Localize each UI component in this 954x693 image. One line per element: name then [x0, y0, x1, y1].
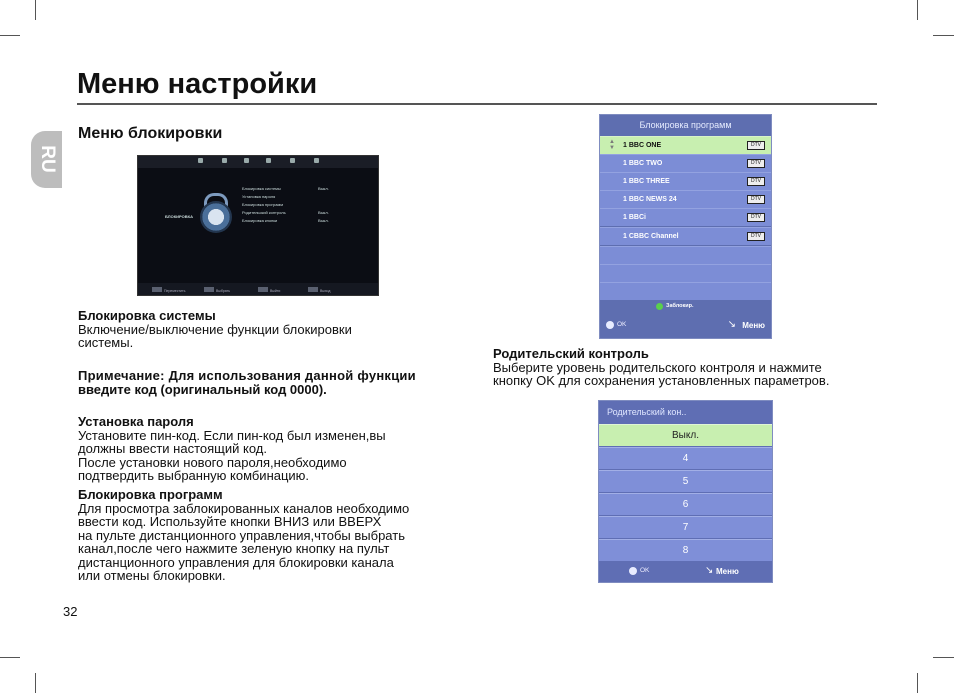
page-number: 32 — [63, 604, 78, 619]
program-lock-section — [78, 488, 409, 583]
menu-icon — [244, 158, 249, 163]
tv-menu-name: БЛОКИРОВКА — [165, 214, 193, 219]
body-line: на пульте дистанционного управления,чтобы выбрать — [78, 527, 405, 543]
dtv-badge: DTV — [747, 141, 765, 150]
crop-mark — [35, 673, 36, 693]
channel-row[interactable] — [600, 172, 771, 190]
rating-option[interactable]: 7 — [599, 516, 772, 538]
body-line: ввести код. Используйте кнопки ВНИЗ или ВВЕРХ — [78, 514, 382, 529]
nav-button-icon — [258, 287, 268, 292]
nav-button-icon — [308, 287, 318, 292]
menu-label: Меню — [716, 567, 739, 576]
section-heading: Родительский контроль — [493, 346, 649, 361]
tv-menu-item: Блокировка программ — [242, 202, 283, 207]
menu-icon — [198, 158, 203, 163]
green-button-icon — [656, 303, 663, 310]
crop-mark — [917, 0, 918, 20]
empty-row — [600, 282, 771, 300]
channel-row[interactable] — [600, 227, 771, 245]
menu-icon: ↘ — [705, 565, 714, 576]
title-rule — [77, 103, 877, 105]
password-section — [78, 415, 386, 483]
tv-menu-item: Родительский контроль — [242, 210, 286, 215]
nav-button-icon — [152, 287, 162, 292]
tv-menu-item: Блокировка кнопки — [242, 218, 278, 223]
tv-bottom-label: Выход — [320, 289, 331, 293]
body-line: канал,после чего нажмите зеленую кнопку на пульт — [78, 541, 390, 556]
channel-row[interactable] — [600, 154, 771, 172]
tv-menu-item: Блокировка системы — [242, 186, 281, 191]
rating-option[interactable]: 5 — [599, 470, 772, 492]
ok-icon — [606, 321, 614, 329]
dtv-badge: DTV — [747, 195, 765, 204]
tv-bottom-label: Выйти — [270, 289, 281, 293]
body-line: системы. — [78, 335, 134, 350]
note-line: введите код (оригинальный код 0000). — [78, 381, 327, 397]
dtv-badge: DTV — [747, 232, 765, 241]
crop-mark — [0, 35, 20, 36]
tv-bottom-label: Переместить — [164, 289, 186, 293]
dtv-badge: DTV — [747, 213, 765, 222]
panel-title: Родительский кон.. — [607, 407, 687, 417]
section-heading: Блокировка программ — [78, 487, 223, 502]
ok-label: OK — [640, 567, 650, 574]
ok-label: OK — [617, 321, 627, 328]
ok-icon — [629, 567, 637, 575]
body-line: дистанционного управления для блокировки канала — [78, 554, 394, 570]
rating-option[interactable]: 4 — [599, 447, 772, 469]
crop-mark — [0, 657, 20, 658]
tv-bottom-label: Выбрать — [216, 289, 231, 293]
menu-icon — [266, 158, 271, 163]
channel-name: 1 BBC NEWS 24 — [623, 196, 677, 203]
channel-name: 1 BBCi — [623, 214, 646, 221]
channel-row[interactable] — [600, 190, 771, 208]
body-line: должны ввести настоящий код. — [78, 441, 267, 456]
rating-option[interactable]: 8 — [599, 539, 772, 561]
section-heading: Блокировка системы — [78, 308, 216, 323]
body-line: кнопку OK для сохранения установленных параметров. — [493, 373, 830, 388]
channel-name: 1 BBC ONE — [623, 142, 662, 149]
channel-name: 1 BBC THREE — [623, 178, 670, 185]
rating-option[interactable]: Выкл. — [599, 424, 772, 446]
program-lock-panel — [599, 114, 772, 339]
menu-label: Меню — [742, 321, 765, 330]
rating-option[interactable]: 6 — [599, 493, 772, 515]
channel-row[interactable] — [600, 136, 771, 154]
menu-icon — [314, 158, 319, 163]
system-lock-section — [78, 309, 352, 350]
dtv-badge: DTV — [747, 159, 765, 168]
body-line: Включение/выключение функции блокировки — [78, 321, 352, 337]
lock-menu-screenshot — [137, 155, 379, 296]
tv-menu-item: Установка пароля — [242, 194, 276, 199]
dtv-badge: DTV — [747, 177, 765, 186]
channel-name: 1 CBBC Channel — [623, 233, 679, 240]
body-line: подтвердить выбранную комбинацию. — [78, 468, 310, 483]
note-line: Примечание: Для использования данной функции — [78, 368, 416, 383]
page-title: Меню настройки — [77, 68, 318, 100]
tv-bottom-bar — [138, 283, 378, 295]
note-section — [78, 369, 416, 396]
language-tab — [31, 131, 62, 188]
body-line: или отмены блокировки. — [78, 568, 226, 583]
crop-mark — [933, 35, 954, 36]
parental-section — [493, 347, 829, 388]
menu-icon — [290, 158, 295, 163]
body-line: Для просмотра заблокированных каналов необходимо — [78, 500, 410, 516]
menu-icon: ↘ — [727, 319, 736, 330]
tv-menu-value: Выкл. — [318, 218, 329, 223]
crop-mark — [35, 0, 36, 20]
panel-title: Блокировка программ — [639, 120, 732, 130]
body-line: Выберите уровень родительского контроля и нажмите — [493, 359, 822, 375]
channel-name: 1 BBC TWO — [623, 160, 663, 167]
nav-button-icon — [204, 287, 214, 292]
menu-icon — [222, 158, 227, 163]
lock-icon — [200, 201, 232, 233]
section-title: Меню блокировки — [78, 125, 223, 142]
tv-menu-value: Выкл. — [318, 210, 329, 215]
up-down-arrows-icon: ▲ ▼ — [609, 139, 615, 151]
empty-row — [600, 264, 771, 282]
parental-control-panel — [598, 400, 773, 583]
body-line: После установки нового пароля,необходимо — [78, 454, 347, 470]
green-button-label: Заблокир. — [666, 303, 694, 309]
empty-row — [600, 246, 771, 264]
section-heading: Установка пароля — [78, 414, 194, 429]
tv-menu-value: Выкл. — [318, 186, 329, 191]
crop-mark — [917, 673, 918, 693]
channel-row[interactable] — [600, 208, 771, 226]
crop-mark — [933, 657, 954, 658]
tv-top-bar — [138, 156, 378, 168]
body-line: Установите пин-код. Если пин-код был изменен,вы — [78, 427, 386, 443]
language-tab-label: RU — [37, 145, 58, 173]
